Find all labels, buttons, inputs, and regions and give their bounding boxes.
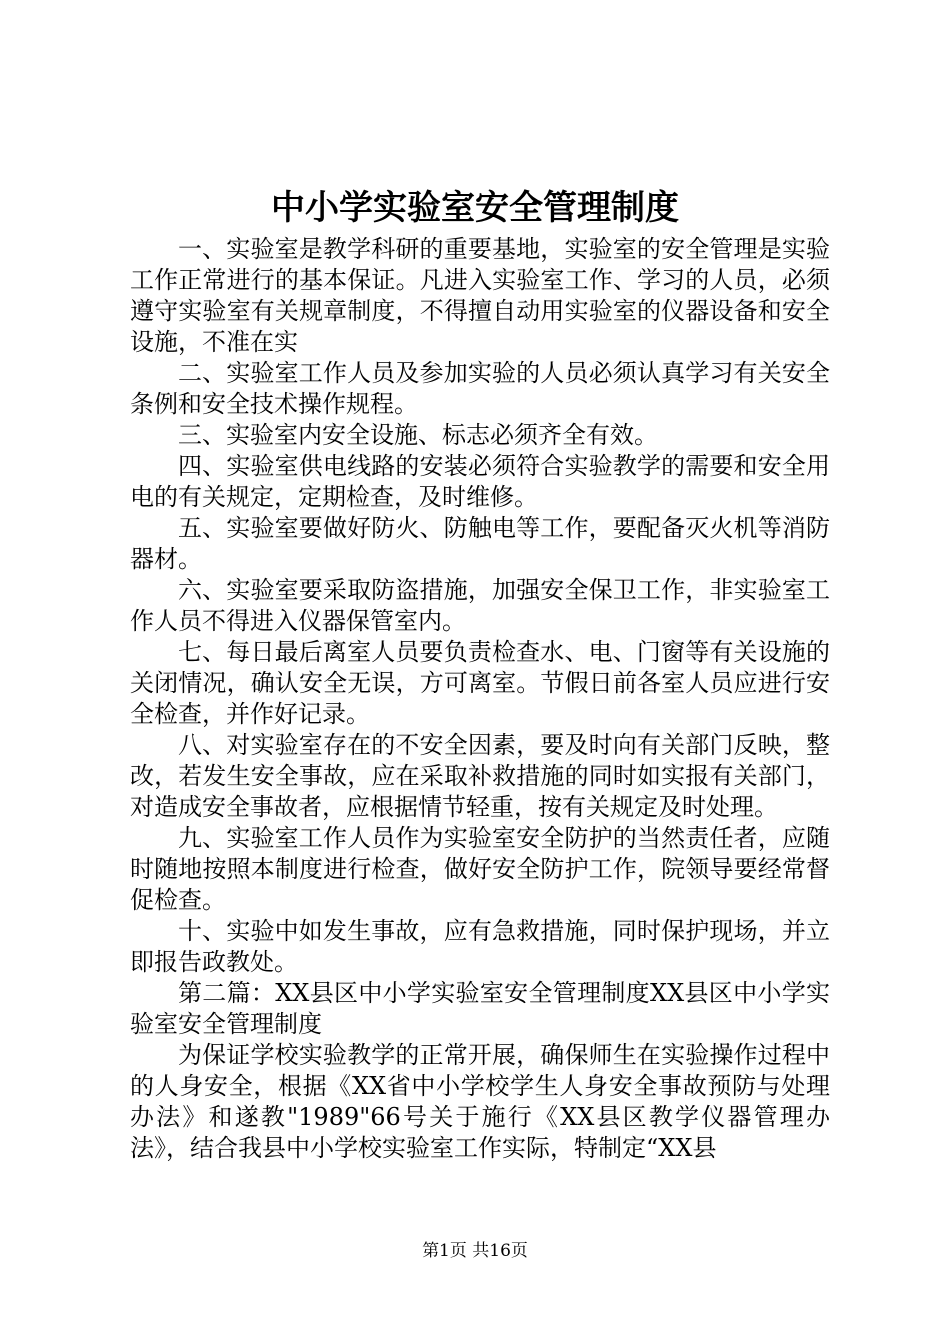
paragraph-1: 一、实验室是教学科研的重要基地，实验室的安全管理是实验工作正常进行的基本保证。凡进入实验室工作、学习的人员，必须遵守实验室有关规章制度，不得擅自动用实验室的仪器设备和安全设施，不准在实 — [130, 235, 830, 356]
paragraph-8: 八、对实验室存在的不安全因素，要及时向有关部门反映，整改，若发生安全事故，应在采取补救措施的同时如实报有关部门，对造成安全事故者，应根据情节轻重，按有关规定及时处理。 — [130, 731, 830, 821]
document-body — [130, 234, 830, 1164]
paragraph-part-two-intro: 为保证学校实验教学的正常开展，确保师生在实验操作过程中的人身安全，根据《XX省中小学校学生人身安全事故预防与处理办法》和遂教"1989"66号关于施行《XX县区教学仪器管理办法》，结合我县中小学校实验室工作实际，特制定“XX县 — [130, 1041, 830, 1162]
paragraph-5: 五、实验室要做好防火、防触电等工作，要配备灭火机等消防器材。 — [130, 514, 830, 573]
paragraph-3: 三、实验室内安全设施、标志必须齐全有效。 — [178, 421, 658, 449]
paragraph-4: 四、实验室供电线路的安装必须符合实验教学的需要和安全用电的有关规定，定期检查，及时维修。 — [130, 452, 830, 511]
paragraph-10: 十、实验中如发生事故，应有急救措施，同时保护现场，并立即报告政教处。 — [130, 917, 830, 976]
document-title: 中小学实验室安全管理制度 — [271, 188, 679, 228]
paragraph-9: 九、实验室工作人员作为实验室安全防护的当然责任者，应随时随地按照本制度进行检查，做好安全防护工作，院领导要经常督促检查。 — [130, 824, 830, 914]
page-footer: 第1页 共16页 — [422, 1241, 528, 1261]
paragraph-6: 六、实验室要采取防盗措施，加强安全保卫工作，非实验室工作人员不得进入仪器保管室内。 — [130, 576, 830, 635]
paragraph-7: 七、每日最后离室人员要负责检查水、电、门窗等有关设施的关闭情况，确认安全无误，方可离室。节假日前各室人员应进行安全检查，并作好记录。 — [130, 638, 830, 728]
paragraph-2: 二、实验室工作人员及参加实验的人员必须认真学习有关安全条例和安全技术操作规程。 — [130, 359, 830, 418]
section-heading-part-two: 第二篇：XX县区中小学实验室安全管理制度XX县区中小学实验室安全管理制度 — [130, 979, 830, 1038]
